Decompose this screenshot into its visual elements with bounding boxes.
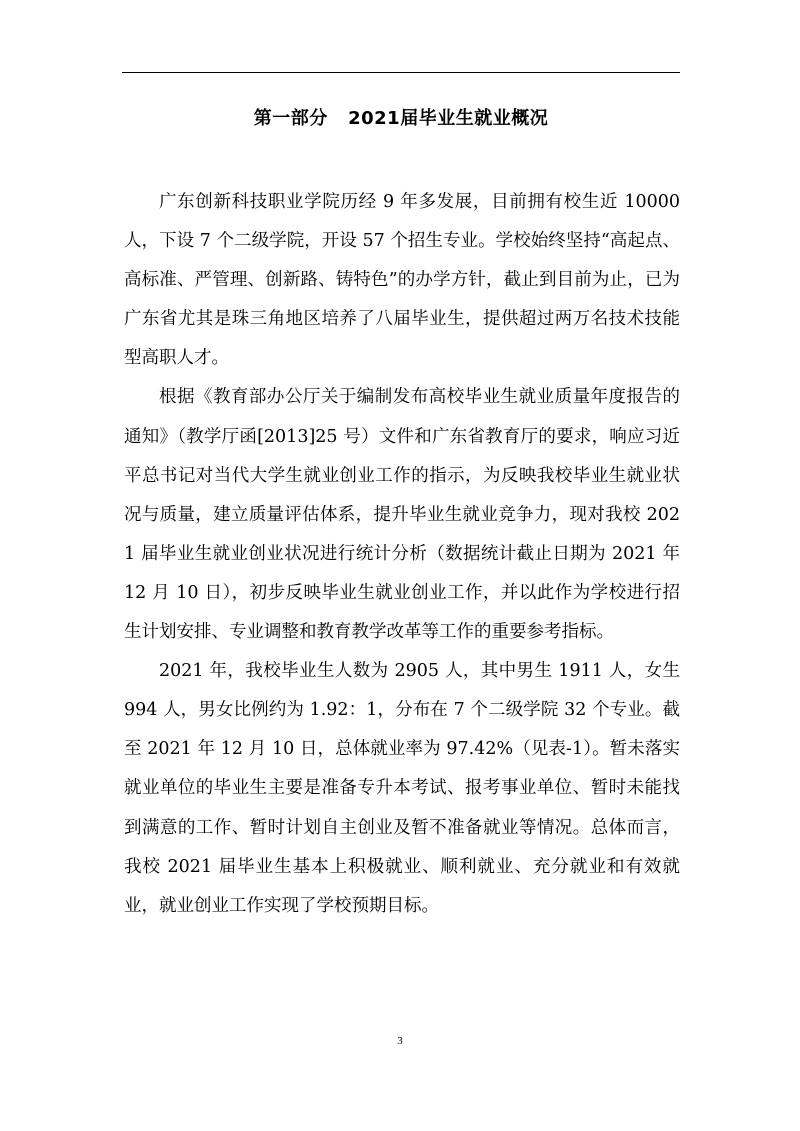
document-body	[124, 183, 680, 926]
section-heading: 第一部分 2021届毕业生就业概况	[253, 108, 549, 129]
paragraph-statistics: 2021 年，我校毕业生人数为 2905 人，其中男生 1911 人，女生 994 人，男女比例约为 1.92：1，分布在 7 个二级学院 32 个专业。截至 2021 年 12 月 10 日，总体就业率为 97.42%（见表-1）。暂未落实就业单位的毕业生主要是准备专升本考试、报考事业单位、暂时未能找到满意的工作、暂时计划自主创业及暂不准备就业等情况。总体而言，我校 2021 届毕业生基本上积极就业、顺利就业、充分就业和有效就业，就业创业工作实现了学校预期目标。	[124, 661, 680, 916]
paragraph-purpose: 根据《教育部办公厅关于编制发布高校毕业生就业质量年度报告的通知》（教学厅函[2013]25 号）文件和广东省教育厅的要求，响应习近平总书记对当代大学生就业创业工作的指示，为反映我校毕业生就业状况与质量，建立质量评估体系，提升毕业生就业竞争力，现对我校 2021 届毕业生就业创业状况进行统计分析（数据统计截止日期为 2021 年 12 月 10 日），初步反映毕业生就业创业工作，并以此作为学校进行招生计划安排、专业调整和教育教学改革等工作的重要参考指标。	[124, 387, 680, 643]
paragraph-intro: 广东创新科技职业学院历经 9 年多发展，目前拥有校生近 10000 人，下设 7 个二级学院，开设 57 个招生专业。学校始终坚持“高起点、高标准、严管理、创新路、铸特色”的办学方针，截止到目前为止，已为广东省尤其是珠三角地区培养了八届毕业生，提供超过两万名技术技能型高职人才。	[124, 192, 680, 369]
page-number: 3	[397, 1035, 403, 1047]
header-rule	[122, 72, 680, 73]
